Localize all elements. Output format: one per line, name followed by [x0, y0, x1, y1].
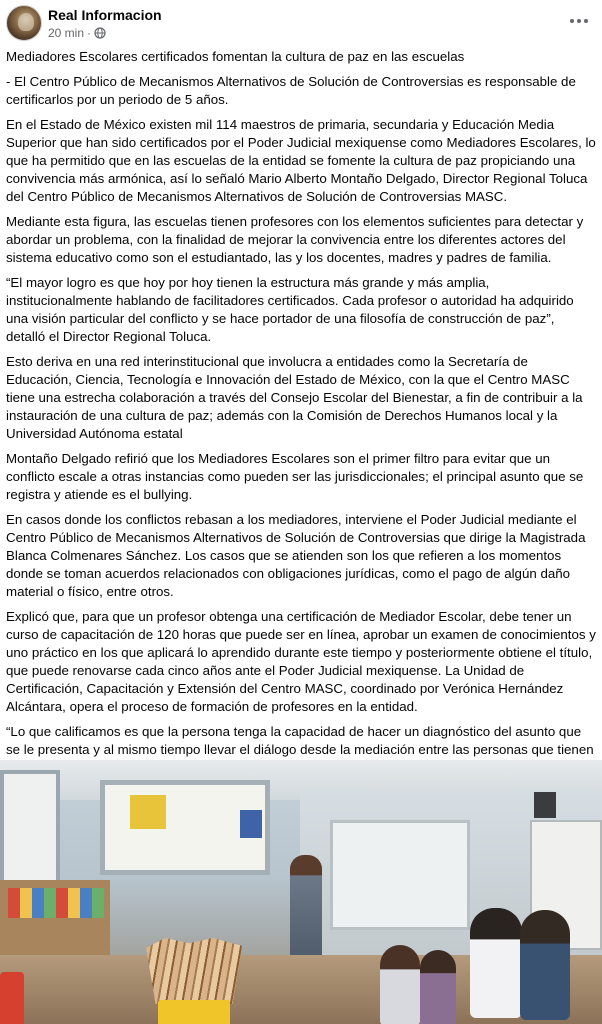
post-timestamp[interactable]: 20 min [48, 26, 85, 40]
post-photo-classroom[interactable] [0, 760, 602, 1024]
post-paragraph: Explicó que, para que un profesor obtenga una certificación de Mediador Escolar, debe tener un curso de capacitación de 120 horas que puede ser en línea, aprobar un examen de conocimientos y uno práctico en los que aplicará lo aprendido durante este tiempo y posteriormente obtiene el título, que puede renovarse cada cinco años ante el Poder Judicial mexiquense. La Unidad de Certificación, Capacitación y Extensión del Centro MASC, coordinado por Verónica Hernández Alcántara, opera el proceso de formación de profesores en la entidad. [6, 609, 596, 714]
photo-student [520, 910, 570, 1020]
photo-student [380, 945, 420, 1024]
photo-student [420, 950, 456, 1024]
post-paragraph: “Lo que calificamos es que la persona tenga la capacidad de hacer un diagnóstico del asunto que se le presenta y al mismo tiempo llevar el diálogo desde la mediación entre las personas que tienen [6, 724, 594, 757]
globe-icon[interactable] [94, 27, 106, 39]
photo-speaker [534, 792, 556, 818]
photo-student [470, 908, 522, 1018]
photo-bottle [0, 972, 24, 1024]
more-options-icon[interactable] [566, 10, 592, 32]
photo-pencils [146, 938, 242, 1004]
author-avatar[interactable] [6, 5, 42, 41]
photo-pencil-cup [158, 1000, 230, 1024]
post-header [0, 0, 602, 44]
post-meta [48, 26, 106, 40]
post-paragraph: En casos donde los conflictos rebasan a los mediadores, interviene el Poder Judicial mediante el Centro Público de Mecanismos Alternativos de Solución de Controversias que dirige la Magistrada Blanca Colmenares Sánchez. Los casos que se atienden son los que refieren a los momentos donde se toman acuerdos relacionados con obligaciones jurídicas, como el pago de algún daño material o físico, entre otros. [6, 512, 586, 599]
post-paragraph: Mediadores Escolares certificados fomentan la cultura de paz en las escuelas [6, 49, 465, 64]
author-name[interactable]: Real Informacion [48, 7, 162, 23]
post-paragraph: Montaño Delgado refirió que los Mediadores Escolares son el primer filtro para evitar que un conflicto escale a otras instancias como pueden ser las jurisdiccionales; el principal asunto que se registra y atiende es el bullying. [6, 451, 584, 502]
post-paragraph: Mediante esta figura, las escuelas tienen profesores con los elementos suficientes para detectar y abordar un problema, con la finalidad de mejorar la convivencia entre los diferentes actores del sistema educativo como son el estudiantado, las y los docentes, madres y padres de familia. [6, 214, 584, 265]
photo-shelf-items [8, 888, 104, 918]
photo-blue-poster [240, 810, 262, 838]
post-paragraph: - El Centro Público de Mecanismos Alternativos de Solución de Controversias es responsable de certificarlos por un periodo de 5 años. [6, 74, 576, 107]
post-paragraph: Esto deriva en una red interinstitucional que involucra a entidades como la Secretaría de Educación, Ciencia, Tecnología e Innovación del Estado de México, con la que el Centro MASC tiene una estrecha colaboración a través del Consejo Escolar del Bienestar, a fin de contribuir a la instauración de una cultura de paz; además con la Comisión de Derechos Humanos local y la Universidad Autónoma estatal [6, 354, 583, 441]
post-paragraph: En el Estado de México existen mil 114 maestros de primaria, secundaria y Educación Media Superior que han sido certificados por el Poder Judicial mexiquense como Mediadores Escolares, lo que ha permitido que en las escuelas de la entidad se fomente la cultura de paz propiciando una convivencia más armónica, así lo señaló Mario Alberto Montaño Delgado, Director Regional Toluca del Centro Público de Mecanismos Alternativos de Solución de Controversias MASC. [6, 117, 596, 204]
photo-teacher [290, 855, 322, 965]
post-paragraph: “El mayor logro es que hoy por hoy tienen la estructura más grande y más amplia, institucionalmente hablando de facilitadores certificados. Cada profesor o autoridad ha adquirido una visión particular del conflicto y se hace portador de una filosofía de construcción de paz”, detalló el Director Regional Toluca. [6, 275, 574, 344]
photo-window [0, 770, 60, 890]
photo-board [330, 820, 470, 930]
photo-yellow-poster [130, 795, 166, 829]
post-text [6, 48, 596, 784]
meta-separator: · [87, 26, 92, 40]
